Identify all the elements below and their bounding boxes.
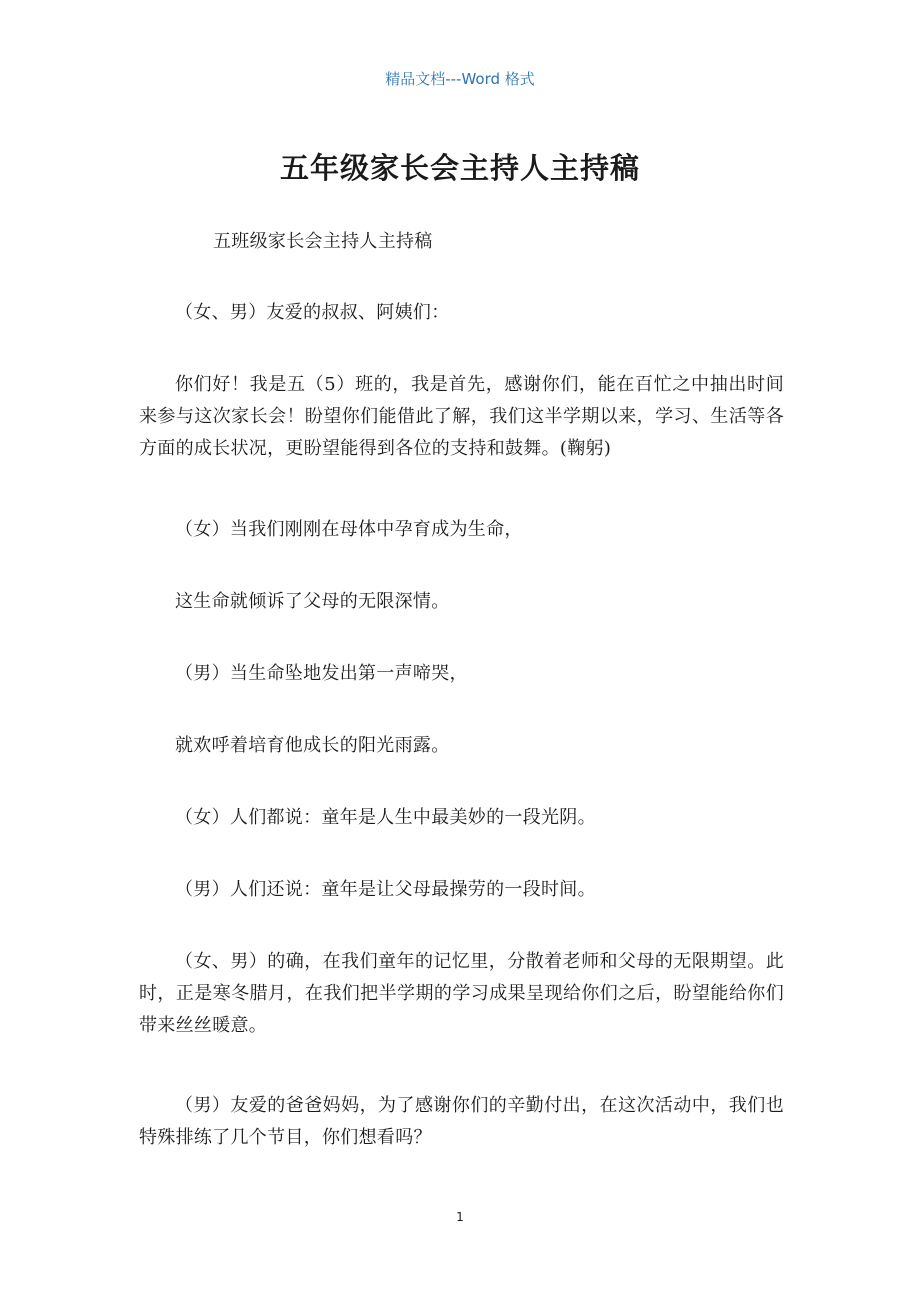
paragraph-line: （女）当我们刚刚在母体中孕育成为生命， [175,519,523,540]
paragraph-opening: 你们好！我是五（5）班的，我是首先，感谢你们，能在百忙之中抽出时间来参与这次家长会！盼望你们能借此了解，我们这半学期以来，学习、生活等各方面的成长状况，更盼望能得到各位的支持和鼓舞。(鞠躬) [139,374,784,459]
paragraph-line: （女）人们都说：童年是人生中最美妙的一段光阴。 [175,807,596,828]
page-number: 1 [456,1210,464,1224]
paragraph-memory: （女、男）的确，在我们童年的记忆里，分散着老师和父母的无限期望。此时，正是寒冬腊月，在我们把半学期的学习成果呈现给你们之后，盼望能给你们带来丝丝暖意。 [139,951,784,1036]
document-title: 五年级家长会主持人主持稿 [279,151,640,185]
document-subtitle: 五班级家长会主持人主持稿 [213,231,433,252]
paragraph-line: （男）当生命坠地发出第一声啼哭， [175,663,468,684]
paragraph-line: 就欢呼着培育他成长的阳光雨露。 [175,735,450,756]
page-header: 精品文档---Word 格式 [385,70,535,88]
paragraph-line: （男）人们还说：童年是让父母最操劳的一段时间。 [175,879,596,900]
paragraph-greeting: （女、男）友爱的叔叔、阿姨们： [175,302,450,323]
paragraph-line: 这生命就倾诉了父母的无限深情。 [175,591,450,612]
paragraph-thanks: （男）友爱的爸爸妈妈，为了感谢你们的辛勤付出，在这次活动中，我们也特殊排练了几个节目，你们想看吗？ [139,1095,784,1148]
